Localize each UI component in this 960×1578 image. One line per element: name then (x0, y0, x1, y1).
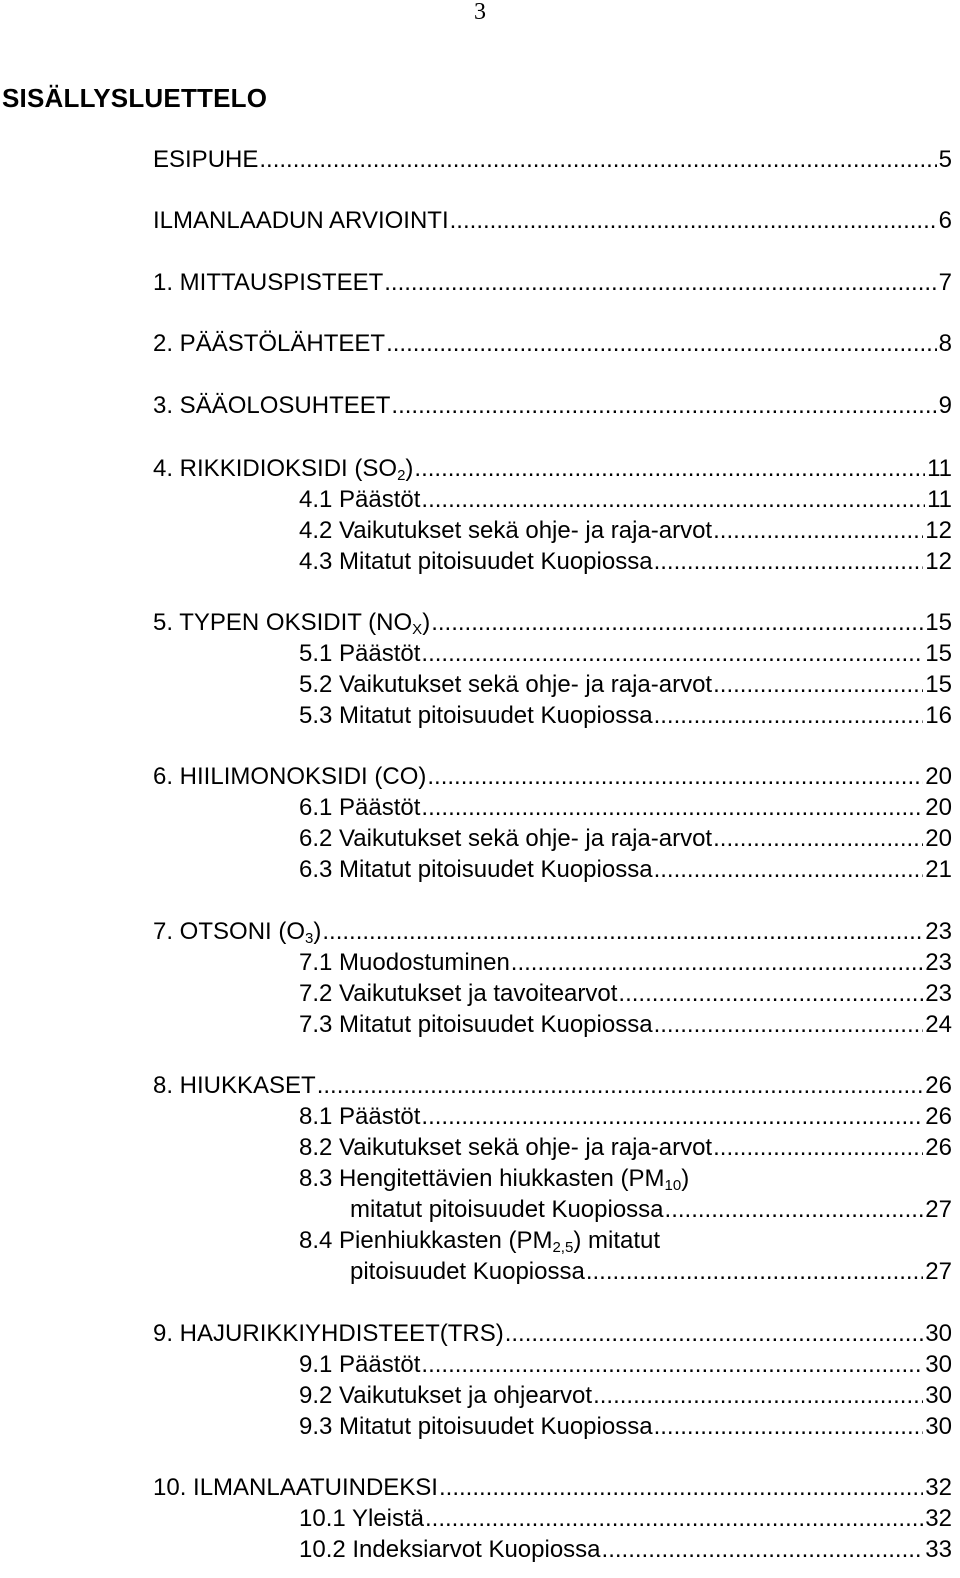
toc-entry-esipuhe[interactable] (153, 145, 952, 175)
toc-leader (414, 454, 925, 484)
toc-entry-label: 5.2 Vaikutukset sekä ohje- ja raja-arvot (299, 671, 713, 698)
toc-entry-label: 2. PÄÄSTÖLÄHTEET (153, 330, 386, 357)
toc-entry-label: 4.2 Vaikutukset sekä ohje- ja raja-arvot (299, 517, 713, 544)
toc-entry-label: ILMANLAADUN ARVIOINTI (153, 207, 449, 234)
toc-leader (602, 1535, 924, 1565)
toc-entry-label: 6.2 Vaikutukset sekä ohje- ja raja-arvot (299, 825, 713, 852)
subscript: X (412, 621, 423, 638)
toc-entry-page: 27 (925, 1196, 952, 1223)
toc-entry-7-3[interactable] (299, 1010, 952, 1040)
toc-entry-page: 15 (925, 609, 952, 636)
toc-entry-label (153, 917, 321, 947)
toc-entry-page: 30 (925, 1382, 952, 1409)
label-text: ) (313, 918, 322, 945)
toc-entry-9-1[interactable] (299, 1350, 952, 1380)
toc-leader (505, 1319, 924, 1349)
toc-entry-5-2[interactable] (299, 670, 952, 700)
toc-entry-4-1[interactable] (299, 485, 952, 515)
toc-entry-page: 23 (925, 980, 952, 1007)
toc-entry-8-1[interactable] (299, 1102, 952, 1132)
toc-leader (586, 1257, 923, 1287)
toc-entry-label (153, 454, 413, 484)
toc-entry-label: 8.2 Vaikutukset sekä ohje- ja raja-arvot (299, 1134, 713, 1161)
toc-entry-page: 12 (925, 548, 952, 575)
label-text: 8.4 Pienhiukkasten (PM (299, 1227, 553, 1254)
toc-entry-label: 5.3 Mitatut pitoisuudet Kuopiossa (299, 702, 653, 729)
toc-entry-8-3-title[interactable] (299, 1164, 689, 1194)
toc-entry-label: 7.1 Muodostuminen (299, 949, 510, 976)
toc-leader (713, 824, 923, 854)
toc-entry-page: 11 (927, 455, 952, 482)
toc-entry-label: 7.2 Vaikutukset ja tavoitearvot (299, 980, 618, 1007)
toc-leader (713, 1133, 923, 1163)
toc-entry-page: 20 (925, 794, 952, 821)
toc-entry-5-3[interactable] (299, 701, 952, 731)
toc-entry-mittauspisteet[interactable] (153, 268, 952, 298)
toc-entry-4-3[interactable] (299, 547, 952, 577)
toc-entry-page: 24 (925, 1011, 952, 1038)
toc-entry-label: 10.2 Indeksiarvot Kuopiossa (299, 1536, 601, 1563)
toc-entry-page: 20 (925, 825, 952, 852)
toc-entry-8-4[interactable] (350, 1257, 952, 1287)
toc-leader (425, 1504, 923, 1534)
toc-entry-5-1[interactable] (299, 639, 952, 669)
toc-entry-page: 15 (925, 671, 952, 698)
toc-entry-8-4-title[interactable] (299, 1226, 660, 1256)
toc-entry-page: 27 (925, 1258, 952, 1285)
toc-leader (654, 1412, 924, 1442)
label-text: ) (422, 609, 431, 636)
toc-leader (713, 670, 923, 700)
toc-entry-saaolosuhteet[interactable] (153, 391, 952, 421)
toc-entry-page: 26 (925, 1072, 952, 1099)
toc-leader (511, 948, 924, 978)
toc-entry-page: 32 (925, 1474, 952, 1501)
subscript: 2 (397, 467, 406, 484)
toc-entry-6-2[interactable] (299, 824, 952, 854)
toc-entry-4-2[interactable] (299, 516, 952, 546)
toc-leader (421, 793, 923, 823)
toc-leader (421, 639, 923, 669)
label-text: ) (681, 1165, 690, 1192)
subscript: 3 (305, 930, 314, 947)
toc-entry-rikkidioksidi[interactable] (153, 454, 952, 484)
toc-entry-page: 15 (925, 640, 952, 667)
toc-entry-page: 6 (938, 207, 952, 234)
toc-entry-8-2[interactable] (299, 1133, 952, 1163)
toc-entry-page: 26 (925, 1134, 952, 1161)
label-text: 7. OTSONI (O (153, 918, 306, 945)
toc-entry-otsoni[interactable] (153, 917, 952, 947)
toc-leader (439, 1473, 923, 1503)
toc-entry-label: 10. ILMANLAATUINDEKSI (153, 1474, 438, 1501)
toc-leader (391, 391, 936, 421)
toc-entry-label: 9. HAJURIKKIYHDISTEET(TRS) (153, 1320, 504, 1347)
toc-entry-label: 10.1 Yleistä (299, 1505, 424, 1532)
toc-entry-label: 6.1 Päästöt (299, 794, 421, 821)
toc-entry-label: 8.1 Päästöt (299, 1103, 421, 1130)
toc-entry-page: 33 (925, 1536, 952, 1563)
toc-entry-10-1[interactable] (299, 1504, 952, 1534)
toc-leader (713, 516, 923, 546)
toc-entry-6-3[interactable] (299, 855, 952, 885)
toc-entry-hajurikkiyhdisteet[interactable] (153, 1319, 952, 1349)
toc-entry-page: 16 (925, 702, 952, 729)
toc-entry-label (153, 608, 430, 638)
toc-entry-page: 11 (927, 486, 952, 513)
toc-entry-hiukkaset[interactable] (153, 1071, 952, 1101)
toc-leader (317, 1071, 924, 1101)
toc-entry-page: 21 (925, 856, 952, 883)
toc-leader (427, 762, 923, 792)
toc-entry-label: 3. SÄÄOLOSUHTEET (153, 392, 391, 419)
toc-entry-ilmanlaadun-arviointi[interactable] (153, 206, 952, 236)
toc-entry-page: 7 (938, 269, 952, 296)
subscript: 2,5 (552, 1239, 574, 1256)
toc-entry-label: 7.3 Mitatut pitoisuudet Kuopiossa (299, 1011, 653, 1038)
toc-leader (384, 268, 936, 298)
toc-entry-label: 4.3 Mitatut pitoisuudet Kuopiossa (299, 548, 653, 575)
toc-leader (421, 485, 925, 515)
toc-entry-label: mitatut pitoisuudet Kuopiossa (350, 1196, 664, 1223)
page-number: 3 (474, 0, 486, 25)
toc-entry-label: 1. MITTAUSPISTEET (153, 269, 384, 296)
toc-leader (654, 547, 924, 577)
toc-leader (322, 917, 923, 947)
toc-leader (386, 329, 937, 359)
toc-entry-label: 4.1 Päästöt (299, 486, 421, 513)
toc-entry-page: 20 (925, 763, 952, 790)
toc-entry-label: 6.3 Mitatut pitoisuudet Kuopiossa (299, 856, 653, 883)
toc-leader (654, 1010, 924, 1040)
toc-entry-page: 26 (925, 1103, 952, 1130)
toc-entry-9-3[interactable] (299, 1412, 952, 1442)
toc-entry-label: 9.3 Mitatut pitoisuudet Kuopiossa (299, 1413, 653, 1440)
subscript: 10 (664, 1177, 682, 1194)
toc-leader (593, 1381, 923, 1411)
toc-entry-label: ESIPUHE (153, 146, 259, 173)
toc-entry-label: 6. HIILIMONOKSIDI (CO) (153, 763, 427, 790)
toc-leader (665, 1195, 924, 1225)
toc-leader (259, 145, 936, 175)
toc-entry-label: 9.1 Päästöt (299, 1351, 421, 1378)
toc-entry-typen-oksidit[interactable] (153, 608, 952, 638)
toc-entry-page: 23 (925, 949, 952, 976)
toc-entry-label: 8. HIUKKASET (153, 1072, 316, 1099)
label-text: ) (405, 455, 414, 482)
toc-entry-page: 30 (925, 1413, 952, 1440)
toc-leader (421, 1350, 923, 1380)
toc-entry-8-3[interactable] (350, 1195, 952, 1225)
toc-entry-paastolahteet[interactable] (153, 329, 952, 359)
toc-leader (421, 1102, 923, 1132)
label-text: 8.3 Hengitettävien hiukkasten (PM (299, 1165, 665, 1192)
toc-entry-hiilimonoksidi[interactable] (153, 762, 952, 792)
toc-entry-10-2[interactable] (299, 1535, 952, 1565)
toc-leader (618, 979, 923, 1009)
toc-leader (654, 855, 924, 885)
toc-entry-label: pitoisuudet Kuopiossa (350, 1258, 585, 1285)
toc-entry-page: 9 (938, 392, 952, 419)
label-text: 5. TYPEN OKSIDIT (NO (153, 609, 413, 636)
toc-entry-6-1[interactable] (299, 793, 952, 823)
label-text: 4. RIKKIDIOKSIDI (SO (153, 455, 398, 482)
toc-entry-label: 5.1 Päästöt (299, 640, 421, 667)
toc-entry-7-2[interactable] (299, 979, 952, 1009)
toc-entry-page: 32 (925, 1505, 952, 1532)
toc-heading: SISÄLLYSLUETTELO (2, 83, 268, 113)
toc-entry-page: 5 (938, 146, 952, 173)
toc-entry-7-1[interactable] (299, 948, 952, 978)
toc-entry-page: 23 (925, 918, 952, 945)
toc-entry-page: 30 (925, 1351, 952, 1378)
toc-entry-page: 30 (925, 1320, 952, 1347)
toc-entry-9-2[interactable] (299, 1381, 952, 1411)
toc-entry-page: 8 (938, 330, 952, 357)
toc-entry-page: 12 (925, 517, 952, 544)
toc-leader (654, 701, 924, 731)
toc-leader (450, 206, 937, 236)
label-text: ) mitatut (573, 1227, 661, 1254)
toc-entry-label: 9.2 Vaikutukset ja ohjearvot (299, 1382, 593, 1409)
toc-entry-ilmanlaatuindeksi[interactable] (153, 1473, 952, 1503)
toc-leader (431, 608, 923, 638)
